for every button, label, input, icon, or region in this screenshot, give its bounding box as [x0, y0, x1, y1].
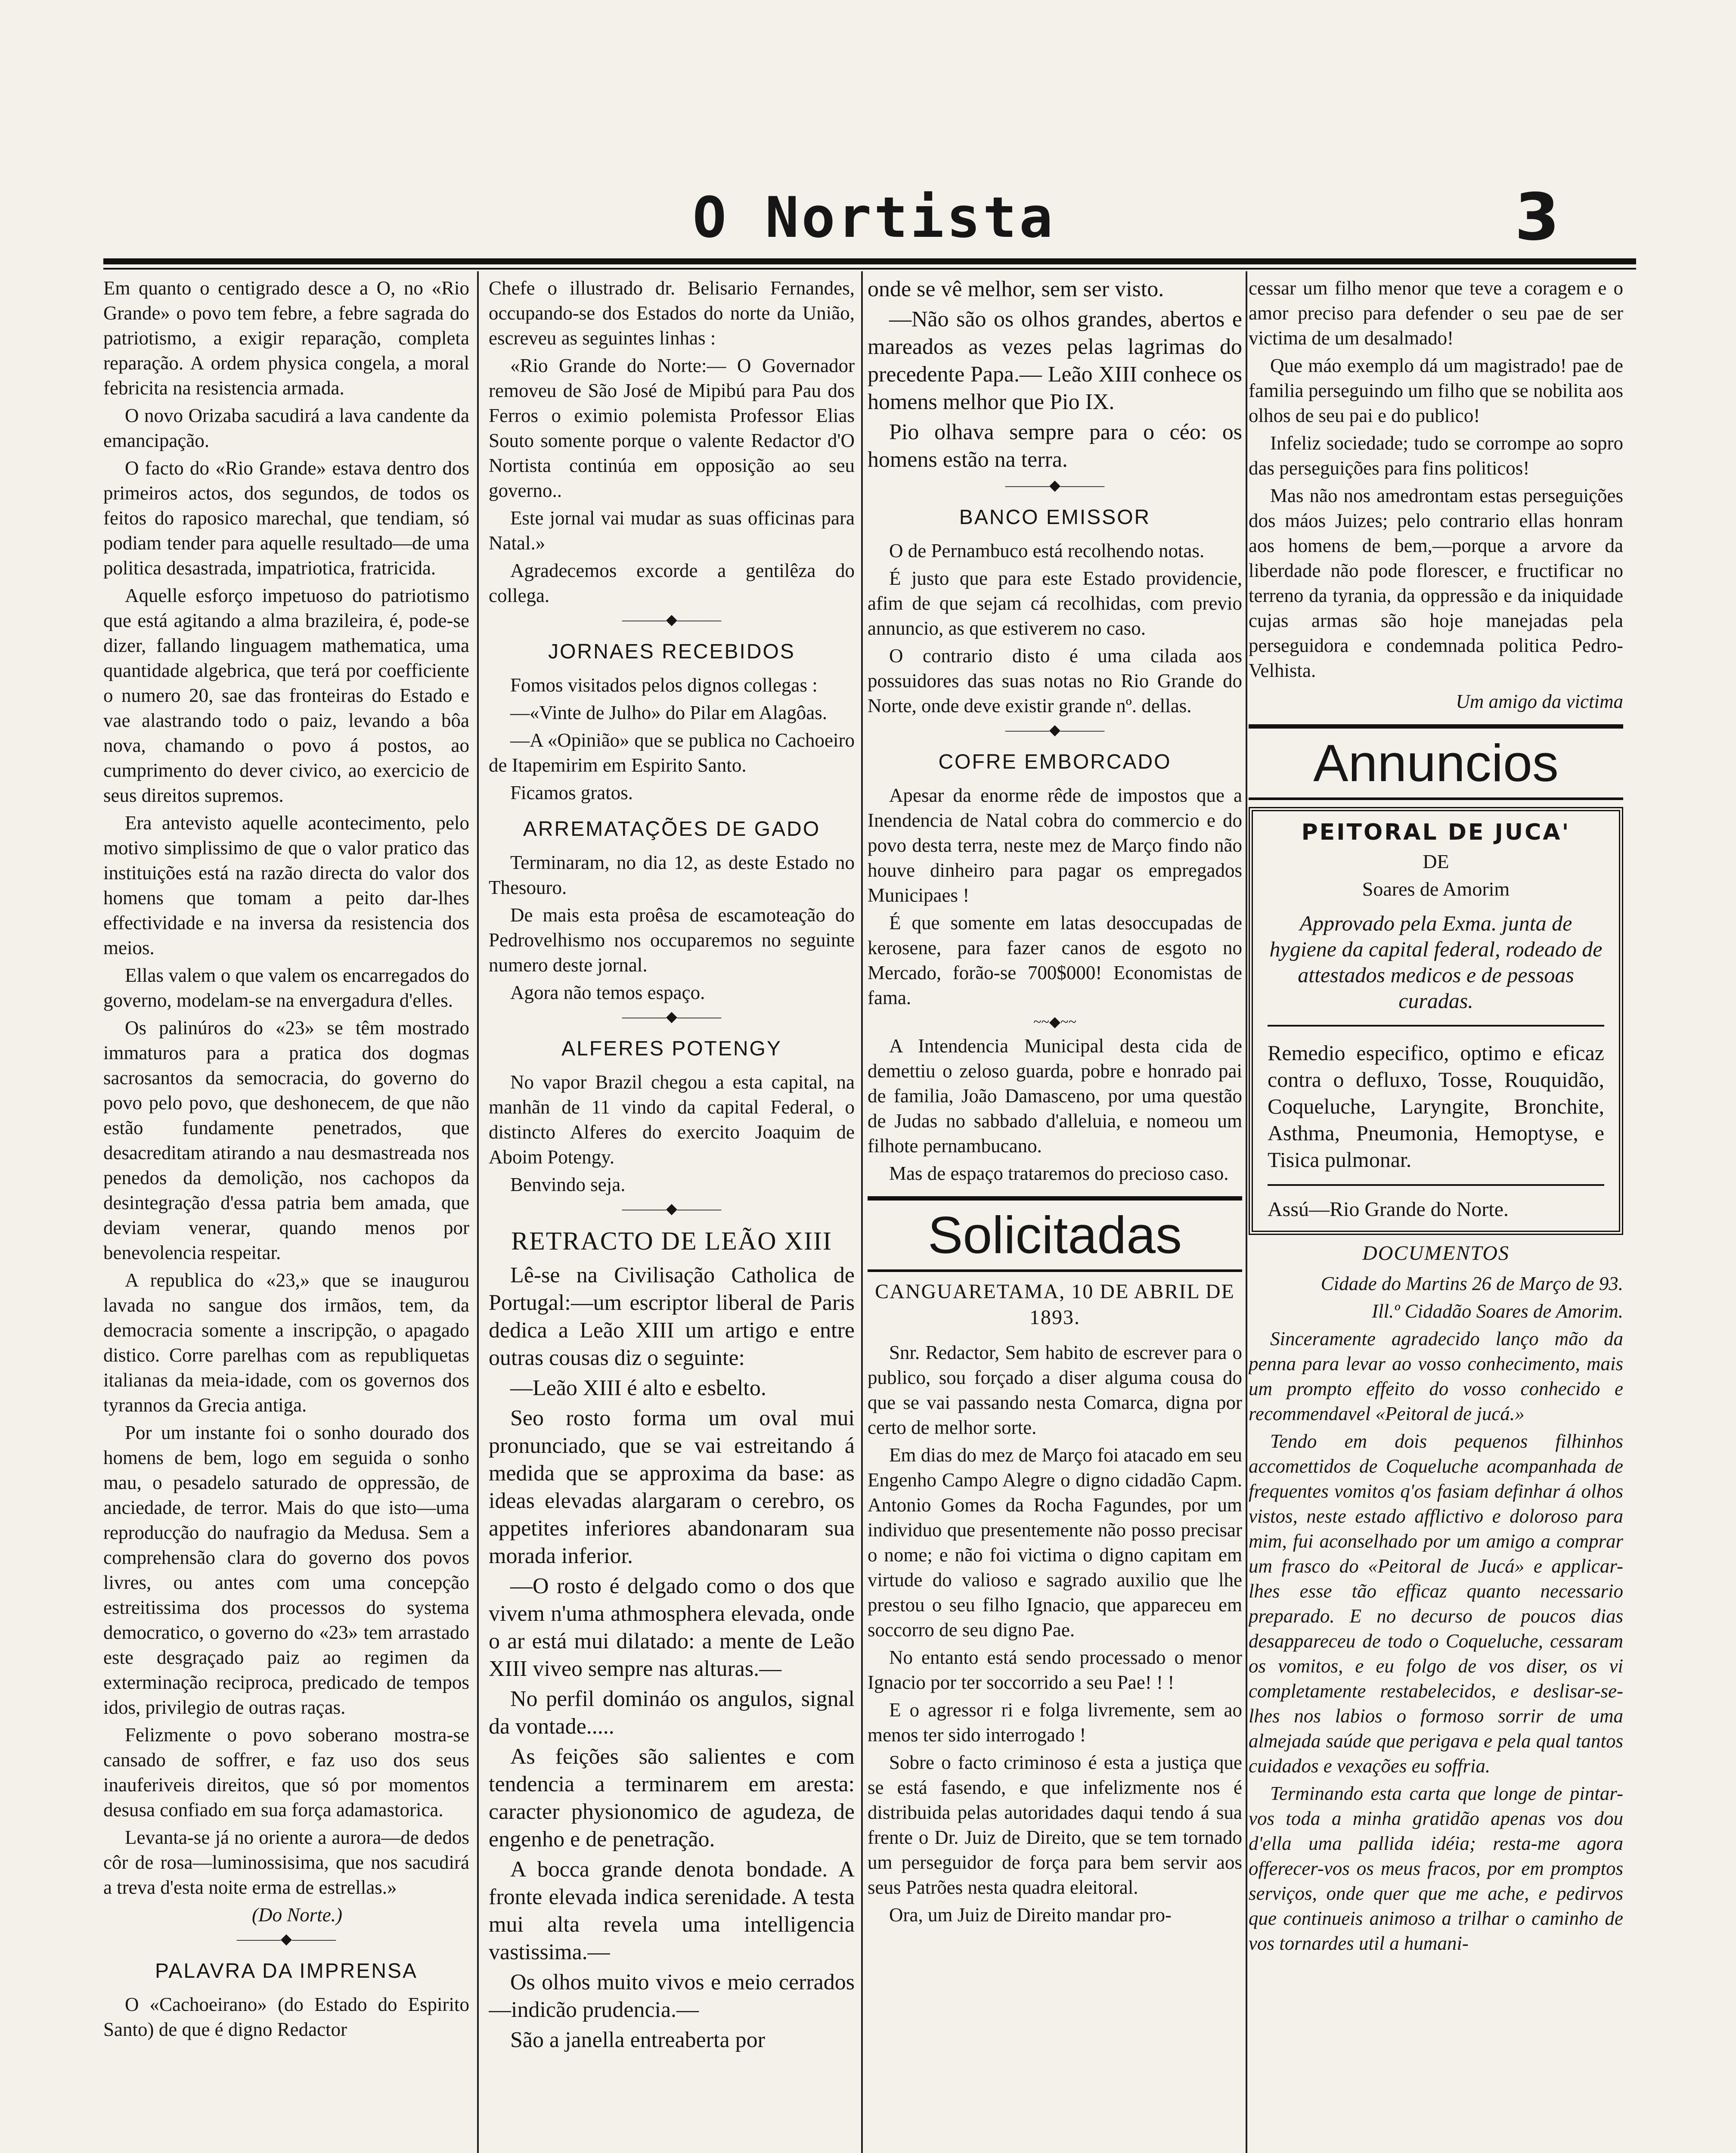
article-paragraph: Os olhos muito vivos e meio cerrados—indicão prudencia.— [489, 1970, 855, 2022]
article-paragraph: Terminaram, no dia 12, as deste Estado no Thesouro. [489, 852, 855, 898]
ad-divider [1268, 1025, 1604, 1027]
article-paragraph: Ficamos gratos. [510, 782, 633, 803]
masthead [0, 181, 1736, 267]
masthead-rule [103, 258, 1636, 264]
article-paragraph: Em quanto o centigrado desce a O, no «Rio Grande» o povo tem febre, a febre sagrada do patriotismo, a exigir reparação, completa reparação. A ordem physica congela, a moral febricita na resistencia armada. [103, 277, 469, 399]
advertisement-box [1249, 807, 1623, 1235]
section-title-solicitadas: Solicitadas [868, 1196, 1242, 1272]
section-heading: PALAVRA DA IMPRENSA [155, 1960, 418, 1982]
signature: Um amigo da victima [1456, 691, 1623, 712]
article-paragraph: —A «Opinião» que se publica no Cachoeiro de Itapemirim em Espirito Santo. [489, 729, 855, 776]
section-heading: JORNAES RECEBIDOS [548, 640, 795, 663]
article-paragraph: Terminando esta carta que longe de pintar-vos toda a minha gratidão apenas vos dou d'ella uma pallida idéia; resta-me agora offerecer-vos os meus fracos, por em promptos serviços, onde quer que me ache, e pedirvos que continueis animoso a trilhar o caminho de vos tornardes util a humani- [1249, 1783, 1623, 1954]
article-paragraph: Ill.º Cidadão Soares de Amorim. [1372, 1300, 1623, 1322]
column-divider [861, 271, 863, 2153]
article-paragraph: Mas não nos amedrontam estas perseguições dos máos Juizes; pelo contrario ellas honram aos homens de bem,—porque a arvore da liberdade não pode florescer, e fructificar no terreno da tyrania, da oppressão e da iniquidade cujas armas são hoje manejadas pela perseguidora e condemnada politica Pedro-Velhista. [1249, 485, 1623, 681]
separator: ———◆——— [236, 1931, 336, 1947]
section-heading: ARREMATAÇÕES DE GADO [523, 818, 821, 841]
section-heading: ALFERES POTENGY [561, 1037, 782, 1060]
ad-title: PEITORAL DE JUCA' [1301, 819, 1571, 845]
ad-maker: Soares de Amorim [1362, 878, 1510, 900]
article-paragraph: Chefe o illustrado dr. Belisario Fernandes, occupando-se dos Estados do norte da União, escreveu as seguintes linhas : [489, 277, 855, 349]
article-paragraph: —Leão XIII é alto e esbelto. [510, 1376, 766, 1400]
column-2 [489, 276, 855, 2153]
article-paragraph: onde se vê melhor, sem ser visto. [868, 277, 1164, 301]
column-1 [103, 276, 469, 2153]
article-paragraph: Ora, um Juiz de Direito mandar pro- [889, 1904, 1172, 1926]
section-heading: RETRACTO DE LEÃO XIII [511, 1227, 832, 1255]
article-paragraph: Por um instante foi o sonho dourado dos homens de bem, logo em seguida o sonho mau, o pesadelo saturado de oppressão, de anciedade, de terror. Mais do que isto—uma reproducção do naufragio da Medusa. Sem a comprehensão clara do governo dos povos livres, ou antes com uma concepção estreitissima dos processos do systema democratico, o governo do «23» tem arrastado este desgraçado paiz ao regimen da exterminação reciproca, predicado de tempos idos, privilegio de outras raças. [103, 1422, 469, 1718]
article-paragraph: Levanta-se já no oriente a aurora—de dedos côr de rosa—luminossisima, que nos sacudirá a treva d'esta noite erma de estrellas.» [103, 1827, 469, 1898]
page-number: 3 [1514, 180, 1560, 255]
ad-divider [1268, 1184, 1604, 1186]
article-paragraph: Lê-se na Civilisação Catholica de Portugal:—um escriptor liberal de Paris dedica a Leão XIII um artigo e entre outras cousas diz o seguinte: [489, 1263, 855, 1370]
article-paragraph: As feições são salientes e com tendencia a terminarem em aresta: caracter physionomico de agudeza, de engenho e de penetração. [489, 1744, 855, 1852]
article-paragraph: Agradecemos excorde a gentilêza do collega. [489, 560, 855, 606]
article-paragraph: Fomos visitados pelos dignos collegas : [510, 674, 818, 696]
section-heading: COFRE EMBORCADO [938, 751, 1172, 773]
article-paragraph: No entanto está sendo processado o menor Ignacio por ter soccorrido a seu Pae! ! ! [868, 1647, 1242, 1693]
article-paragraph: Em dias do mez de Março foi atacado em seu Engenho Campo Alegre o digno cidadão Capm. Antonio Gomes da Rocha Fagundes, por um individuo que presentemente não posso precisar o nome; e não foi victima o digno capitam em virtude do valioso e sagrado auxilio que lhe prestou o seu filho Ignacio, que appareceu em soccorro de seu digno Pae. [868, 1444, 1242, 1641]
newspaper-title: O Nortista [692, 185, 1056, 250]
article-paragraph: De mais esta proêsa de escamoteação do Pedrovelhismo nos occuparemos no seguinte numero deste jornal. [489, 904, 855, 976]
article-paragraph: Infeliz sociedade; tudo se corrompe ao sopro das perseguições para fins politicos! [1249, 432, 1623, 479]
separator: ———◆——— [622, 1009, 722, 1025]
ad-approval: Approvado pela Exma. junta de hygiene da capital federal, rodeado de attestados medicos e de pessoas curadas. [1269, 911, 1603, 1013]
article-paragraph: O de Pernambuco está recolhendo notas. [889, 540, 1205, 562]
article-paragraph: Aquelle esforço impetuoso do patriotismo que está agitando a alma brazileira, é, pode-se dizer, fallando linguagem mathematica, uma quantidade algebrica, que terá por coefficiente o numero 20, sae das fronteiras do Estado e vae alastrando todo o paiz, levando a bôa nova, chamando o povo á postos, ao cumprimento do dever civico, ao exercicio de seus direitos supremos. [103, 585, 469, 806]
separator: ———◆——— [1005, 722, 1105, 738]
article-paragraph: Os palinúros do «23» se têm mostrado immaturos para a pratica dos dogmas sacrosantos da semocracia, do governo do povo pelo povo, que deshonecem, de que não estão fundamente penetrados, que desacreditam atirando a nau desmastreada nos penedos da demolição, nos cachopos da desintegração d'essa patria bem amada, que deviam venerar, quando menos por benevolencia respeitar. [103, 1017, 469, 1263]
article-paragraph: É que somente em latas desoccupadas de kerosene, para fazer canos de esgoto no Mercado, forão-se 700$000! Economistas de fama. [868, 912, 1242, 1008]
article-paragraph: O contrario disto é uma cilada aos possuidores das suas notas no Rio Grande do Norte, onde deve existir grande nº. dellas. [868, 645, 1242, 717]
column-4 [1249, 276, 1623, 2153]
documents-heading: DOCUMENTOS [1362, 1242, 1510, 1265]
article-source: (Do Norte.) [252, 1904, 342, 1926]
separator: ———◆——— [622, 1201, 722, 1217]
article-paragraph: No perfil domináo os angulos, signal da vontade..... [489, 1687, 855, 1739]
ad-footer: Assú—Rio Grande do Norte. [1268, 1198, 1509, 1221]
article-paragraph: Tendo em dois pequenos filhinhos accomettidos de Coqueluche acompanhada de frequentes vomitos q'os fasiam definhar á olhos vistos, neste estado afflictivo e doloroso para mim, fui aconselhado por um amigo a comprar um frasco do «Peitoral de Jucá» e applicar-lhes esse tão efficaz quanto necessario preparado. E no decurso de poucos dias desappareceu de todo o Coqueluche, cessaram os vomitos, e eu folgo de vos diser, os vi completamente restabelecidos, e deslisar-se-lhes nos labios o formoso sorrir de uma almejada saúde que perigava e pela qual tantos cuidados e vexações eu soffria. [1249, 1430, 1623, 1777]
ad-de: DE [1423, 850, 1449, 872]
article-paragraph: Agora não temos espaço. [510, 982, 705, 1003]
column-3 [868, 276, 1242, 2153]
article-paragraph: A republica do «23,» que se inaugurou lavada no sangue dos irmãos, tem, da democracia somente a inscripção, o apagado distico. Corre parelhas com as republiquetas italianas da meia-idade, com os governos dos tyrannos da Grecia antiga. [103, 1269, 469, 1416]
article-paragraph: —«Vinte de Julho» do Pilar em Alagôas. [510, 702, 827, 723]
article-paragraph: Felizmente o povo soberano mostra-se cansado de soffrer, e faz uso dos seus inauferiveis direitos, que só por momentos desusa confiado em sua força adamastorica. [103, 1724, 469, 1821]
article-paragraph: cessar um filho menor que teve a coragem e o amor preciso para defender o seu pae de ser victima de um desalmado! [1249, 277, 1623, 349]
article-paragraph: É justo que para este Estado providencie, afim de que sejam cá recolhidas, com previo annuncio, as que estiverem no caso. [868, 568, 1242, 639]
separator: ———◆——— [1005, 478, 1105, 493]
section-heading: BANCO EMISSOR [959, 506, 1151, 529]
column-divider [1246, 271, 1247, 2153]
article-paragraph: Sinceramente agradecido lanço mão da penna para levar ao vosso conhecimento, mais um prompto effeito do vosso conhecido e recommendavel «Peitoral de jucá.» [1249, 1328, 1623, 1424]
article-paragraph: Benvindo seja. [510, 1174, 626, 1195]
article-paragraph: São a janella entreaberta por [510, 2028, 765, 2052]
article-paragraph: A Intendencia Municipal desta cida de demettiu o zeloso guarda, pobre e honrado pai de familia, João Damasceno, por uma questão de Judas no sabbado d'alleluia, e nomeou um filhote pernambucano. [868, 1035, 1242, 1157]
article-paragraph: O novo Orizaba sacudirá a lava candente da emancipação. [103, 405, 469, 451]
dateline: CANGUARETAMA, 10 DE ABRIL DE 1893. [875, 1280, 1235, 1329]
article-paragraph: Que máo exemplo dá um magistrado! pae de familia perseguindo um filho que se nobilita aos olhos de seu pai e do publico! [1249, 355, 1623, 426]
article-paragraph: Ellas valem o que valem os encarregados do governo, modelam-se na envergadura d'elles. [103, 965, 469, 1011]
ad-body: Remedio especifico, optimo e eficaz contra o defluxo, Tosse, Rouquidão, Coqueluche, Laryngite, Bronchite, Asthma, Pneumonia, Hemoptyse, e Tisica pulmonar. [1268, 1041, 1604, 1172]
article-paragraph: «Rio Grande do Norte:— O Governador removeu de São José de Mipibú para Pau dos Ferros o eximio polemista Professor Elias Souto somente porque o valente Redactor d'O Nortista continúa em opposição ao seu governo.. [489, 355, 855, 501]
article-paragraph: Mas de espaço trataremos do precioso caso. [889, 1163, 1229, 1184]
separator: ~~◆~~ [1033, 1014, 1076, 1030]
article-paragraph: Cidade do Martins 26 de Março de 93. [1321, 1273, 1623, 1294]
article-paragraph: Este jornal vai mudar as suas officinas para Natal.» [489, 507, 855, 554]
article-paragraph: —Não são os olhos grandes, abertos e mareados as vezes pelas lagrimas do precedente Papa.— Leão XIII conhece os homens melhor que Pio IX. [868, 307, 1242, 414]
article-paragraph: Apesar da enorme rêde de impostos que a Inendencia de Natal cobra do commercio e do povo desta terra, neste mez de Março findo não houve dinheiro para pagar os empregados Municipaes ! [868, 785, 1242, 906]
article-paragraph: O facto do «Rio Grande» estava dentro dos primeiros actos, dos segundos, de todos os feitos do raposico marechal, que tendiam, só podiam tender para aquelle resultado—de uma politica desastrada, impatriotica, fratricida. [103, 457, 469, 579]
article-paragraph: Sobre o facto criminoso é esta a justiça que se está fasendo, e que infelizmente nos é distribuida pelas autoridades daqui tendo á sua frente o Dr. Juiz de Direito, que se tem tornado um perseguidor de força para bem servir aos seus Patrões nesta quadra eleitoral. [868, 1752, 1242, 1898]
article-paragraph: O «Cachoeirano» (do Estado do Espirito Santo) de que é digno Redactor [103, 1994, 469, 2040]
article-paragraph: A bocca grande denota bondade. A fronte elevada indica serenidade. A testa mui alta revela uma intelligencia vastissima.— [489, 1857, 855, 1964]
article-paragraph: —O rosto é delgado como o dos que vivem n'uma athmosphera elevada, onde o ar está mui dilatado: a mente de Leão XIII viveo sempre nas alturas.— [489, 1574, 855, 1681]
article-paragraph: Snr. Redactor, Sem habito de escrever para o publico, sou forçado a diser alguma cousa do que se vai passando nesta Comarca, digna por certo de melhor sorte. [868, 1342, 1242, 1438]
masthead-rule-thin [103, 268, 1636, 270]
article-paragraph: E o agressor ri e folga livremente, sem ao menos ter sido interrogado ! [868, 1699, 1242, 1746]
article-paragraph: Pio olhava sempre para o céo: os homens estão na terra. [868, 420, 1242, 472]
article-paragraph: No vapor Brazil chegou a esta capital, na manhãn de 11 vindo da capital Federal, o distincto Alferes do exercito Joaquim de Aboim Potengy. [489, 1071, 855, 1168]
column-divider [477, 271, 479, 2153]
article-paragraph: Seo rosto forma um oval mui pronunciado, que se vai estreitando á medida que se approxima da base: as ideas elevadas alargaram o cerebro, os appetites inferiores abandonaram sua morada inferior. [489, 1406, 855, 1568]
separator: ———◆——— [622, 612, 722, 628]
section-title-annuncios: Annuncios [1249, 724, 1623, 800]
article-paragraph: Era antevisto aquelle acontecimento, pelo motivo simplissimo de que o valor pratico das instituições está na razão directa do valor dos homens que tomam a peito dar-lhes effectividade e na inversa da resistencia dos meios. [103, 812, 469, 959]
